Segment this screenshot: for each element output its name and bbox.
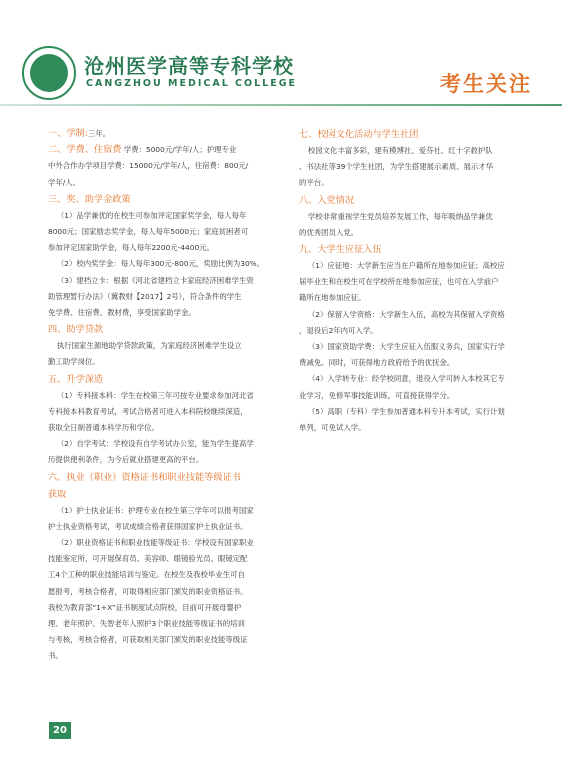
paragraph-line: （2）职业资格证书和职业技能等级证书：学校设有国家职业 [56,538,254,548]
paragraph-line: （3）建档立卡：根据《河北省建档立卡家庭经济困难学生资 [56,275,254,285]
section-2-line: 学费：5000元/学年/人；护理专业 [123,145,237,155]
section-1-label: 一、学制: [48,128,88,139]
section-2 [48,142,270,158]
left-column [48,126,270,665]
section-9-heading: 九、大学生应征入伍 [299,244,382,256]
paragraph-line: 的平台。 [299,178,329,188]
paragraph-line: 我校为教育部“1+X”证书制度试点院校，目前可开展母婴护 [48,602,242,612]
paragraph-line: 专科接本科教育考试，考试合格者可进入本科院校继续深造， [48,406,248,416]
paragraph-line: （5）高职（专科）学生参加普通本科专升本考试，实行计划 [307,406,505,416]
paragraph-line: （2）校内奖学金：每人每年300元-800元，奖励比例为30%。 [56,259,265,269]
section-8-heading: 八、入党情况 [299,194,355,206]
paragraph-line: （1）品学兼优的在校生可参加评定国家奖学金，每人每年 [56,210,247,220]
right-column [299,126,519,436]
school-emblem-icon [22,46,76,100]
section-6-heading: 六、执业（职业）资格证书和职业技能等级证书 [48,471,241,483]
paragraph-line: （2）自学考试：学校设有自学考试办公室，能为学生提高学 [56,439,254,449]
paragraph-line: ，退役后2年内可入学。 [299,325,378,335]
paragraph-line: （1）应征地：大学新生应当在户籍所在地参加应征；高校应 [307,261,505,271]
section-1 [48,126,270,142]
section-2-line: 学年/人。 [48,177,81,187]
paragraph-line: 获取全日制普通本科学历和学位。 [48,423,159,433]
paragraph-line: （3）国家资助学费：大学生应征入伍服义务兵，国家实行学 [307,342,505,352]
paragraph-line: 助管理暂行办法》（冀教财【2017】2号），符合条件的学生 [48,291,242,301]
paragraph-line: 校园文化丰富多彩，建有模博社、爱芬社、红十字救护队 [307,146,493,155]
school-emblem-inner [30,54,68,92]
paragraph-line: 业学习，免修军事技能训练，可直接获得学分。 [299,390,455,400]
paragraph-line: （2）保留入学资格：大学新生入伍，高校为其保留入学资格 [307,309,505,319]
paragraph-line: 8000元；国家励志奖学金，每人每年5000元；家庭贫困者可 [48,227,249,237]
paragraph-line: 愿报考，考核合格者，可取得相应部门颁发的职业资格证书。 [48,586,248,596]
school-name-en: CANGZHOU MEDICAL COLLEGE [86,78,297,89]
paragraph-line: 勤工助学岗位。 [48,357,100,367]
paragraph-line: 执行国家生源地助学贷款政策，为家庭经济困难学生设立 [56,341,242,351]
header-divider [0,104,562,106]
section-3-heading: 三、奖、助学金政策 [48,193,131,205]
paragraph-line: 历提供便利条件，为今后就业搭建更高的平台。 [48,455,204,465]
paragraph-line: 的优秀团员入党。 [299,227,359,237]
paragraph-line: 工4个工种的职业技能培训与鉴定。在校生及我校毕业生可自 [48,570,245,580]
paragraph-line: 学校非常重视学生党员培养发展工作，每年吸纳品学兼优 [307,211,493,221]
section-2-label: 二、学费、住宿费 [48,144,122,156]
paragraph-line: 理、老年照护、失智老年人照护3个职业技能等级证书的培训 [48,619,245,629]
paragraph-line: 届毕业生和在校生可在学校所在地参加应征，也可在入学前户 [299,277,499,287]
paragraph-line: 书。 [48,651,63,661]
paragraph-line: 、书法社等39个学生社团，为学生搭建展示素质、展示才华 [299,162,494,172]
school-logo-block [22,44,297,106]
paragraph-line: 费减免。同时，可获得地方政府给予的优抚金。 [299,358,455,368]
section-title: 考生关注 [440,72,532,96]
section-5-heading: 五、升学深造 [48,373,104,385]
section-4-heading: 四、助学贷款 [48,324,104,336]
section-7-heading: 七、校园文化活动与学生社团 [299,129,419,140]
section-6-heading-cont: 获取 [48,488,67,500]
section-2-line: 中外合作办学项目学费：15000元/学年/人，住宿费：800元/ [48,161,249,171]
paragraph-line: 参加评定国家助学金，每人每年2200元-4400元。 [48,243,214,253]
paragraph-line: 护士执业资格考试，考试成绩合格者获得国家护士执业证书。 [48,521,248,531]
paragraph-line: （1）专科接本科：学生在校第三年可按专业要求参加河北省 [56,390,254,400]
paragraph-line: （4）入学转专业：经学校同意，退役入学可转入本校其它专 [307,374,505,384]
paragraph-line: 免学费、住宿费、教材费，享受国家助学金。 [48,308,196,318]
paragraph-line: 籍所在地参加应征。 [299,293,366,303]
paragraph-line: 技能鉴定所，可开展保育员、美容师、眼镜验光员、眼镜定配 [48,554,248,564]
school-name-cn: 沧州医学高等专科学校 [84,54,294,78]
page-number: 20 [49,722,71,739]
section-1-text: 三年。 [87,129,111,138]
paragraph-line: （1）护士执业证书：护理专业在校生第三学年可以报考国家 [56,505,254,515]
paragraph-line: 与考核，考核合格者，可获取相关部门颁发的职业技能等级证 [48,635,248,645]
paragraph-line: 单列，可免试入学。 [299,423,366,433]
